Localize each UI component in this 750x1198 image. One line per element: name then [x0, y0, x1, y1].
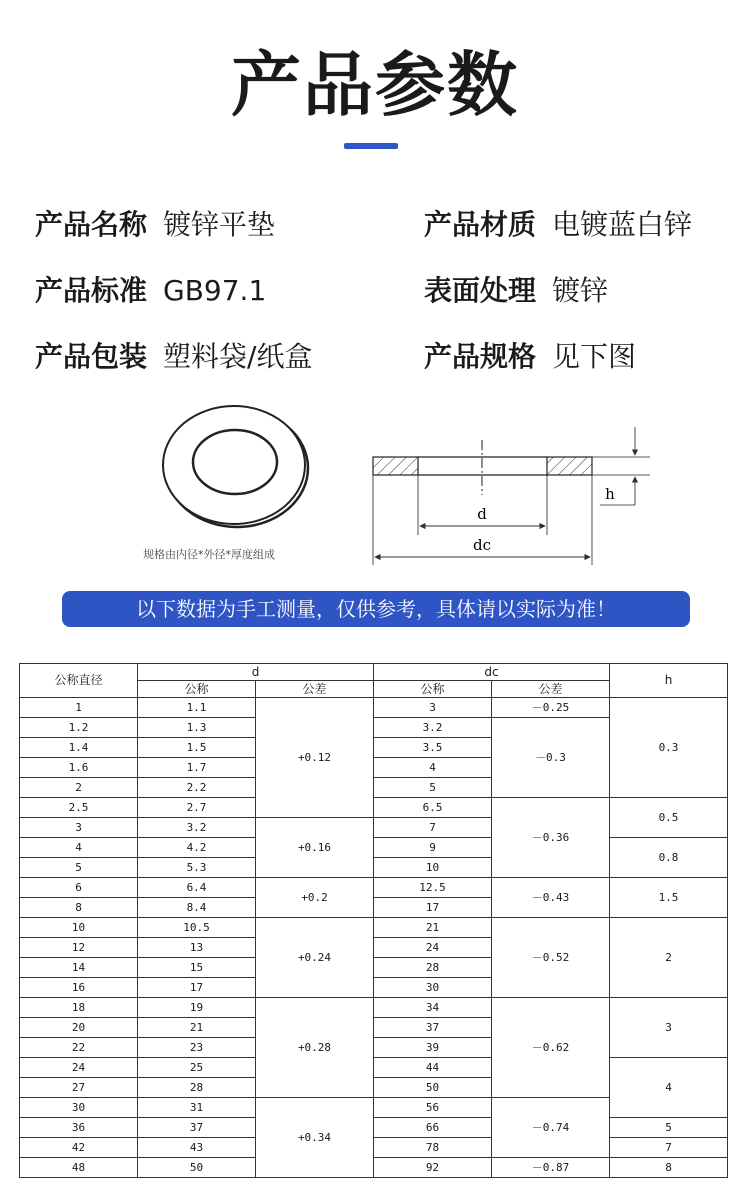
header-dc-tolerance: 公差 — [492, 681, 610, 698]
washer-section-view — [373, 427, 650, 565]
spec-package-key: 产品包装 — [35, 340, 148, 373]
cell-dc-nominal: 5 — [374, 778, 492, 798]
cell-dc-nominal: 12.5 — [374, 878, 492, 898]
cell-d-nominal: 28 — [138, 1078, 256, 1098]
cell-d-nominal: 6.4 — [138, 878, 256, 898]
cell-d-tolerance: +0.24 — [256, 918, 374, 998]
cell-nominal: 1.6 — [20, 758, 138, 778]
title-underline — [344, 143, 398, 149]
cell-dc-nominal: 92 — [374, 1158, 492, 1178]
cell-nominal: 2.5 — [20, 798, 138, 818]
cell-nominal: 10 — [20, 918, 138, 938]
cell-nominal: 2 — [20, 778, 138, 798]
table-row — [20, 1158, 728, 1178]
cell-dc-nominal: 28 — [374, 958, 492, 978]
cell-dc-nominal: 4 — [374, 758, 492, 778]
cell-dc-nominal: 37 — [374, 1018, 492, 1038]
cell-d-nominal: 50 — [138, 1158, 256, 1178]
cell-d-nominal: 25 — [138, 1058, 256, 1078]
table-header-row — [20, 664, 728, 681]
cell-dc-nominal: 21 — [374, 918, 492, 938]
cell-d-nominal: 1.1 — [138, 698, 256, 718]
label-d: d — [477, 505, 487, 523]
cell-dc-nominal: 44 — [374, 1058, 492, 1078]
spec-name-key: 产品名称 — [35, 208, 148, 241]
spec-surface — [424, 271, 608, 311]
spec-package — [35, 337, 312, 377]
label-dc: dc — [472, 536, 492, 554]
cell-nominal: 1.2 — [20, 718, 138, 738]
cell-dc-nominal: 3.5 — [374, 738, 492, 758]
cell-d-tolerance: +0.2 — [256, 878, 374, 918]
cell-dc-nominal: 34 — [374, 998, 492, 1018]
spec-standard — [35, 271, 266, 311]
disclaimer-banner: 以下数据为手工测量，仅供参考，具体请以实际为准！ — [62, 591, 690, 627]
spec-name — [35, 205, 275, 245]
spec-surface-value: 镀锌 — [552, 274, 609, 307]
cell-h: 0.3 — [610, 698, 728, 798]
cell-d-nominal: 1.5 — [138, 738, 256, 758]
spec-size — [424, 337, 636, 377]
cell-d-nominal: 19 — [138, 998, 256, 1018]
header-dc: dc — [374, 664, 610, 681]
cell-dc-tolerance: －0.87 — [492, 1158, 610, 1178]
cell-h: 4 — [610, 1058, 728, 1118]
cell-dc-nominal: 7 — [374, 818, 492, 838]
spec-standard-value: GB97.1 — [163, 274, 267, 307]
cell-dc-nominal: 50 — [374, 1078, 492, 1098]
spec-table — [19, 663, 728, 1178]
cell-nominal: 20 — [20, 1018, 138, 1038]
cell-nominal: 42 — [20, 1138, 138, 1158]
illustration-caption: 规格由内径*外径*厚度组成 — [143, 548, 275, 561]
cell-dc-tolerance: －0.43 — [492, 878, 610, 918]
table-row — [20, 698, 728, 718]
cell-d-nominal: 3.2 — [138, 818, 256, 838]
table-row — [20, 1058, 728, 1078]
cell-nominal: 30 — [20, 1098, 138, 1118]
cell-nominal: 5 — [20, 858, 138, 878]
spec-size-value: 见下图 — [552, 340, 637, 373]
spec-size-key: 产品规格 — [424, 340, 537, 373]
cell-dc-nominal: 78 — [374, 1138, 492, 1158]
cell-nominal: 27 — [20, 1078, 138, 1098]
cell-nominal: 3 — [20, 818, 138, 838]
cell-d-nominal: 2.7 — [138, 798, 256, 818]
cell-h: 8 — [610, 1158, 728, 1178]
cell-dc-nominal: 30 — [374, 978, 492, 998]
table-row — [20, 1118, 728, 1138]
cell-dc-tolerance: －0.36 — [492, 798, 610, 878]
cell-d-tolerance: +0.12 — [256, 698, 374, 818]
cell-h: 2 — [610, 918, 728, 998]
table-row — [20, 798, 728, 818]
cell-nominal: 16 — [20, 978, 138, 998]
spec-name-value: 镀锌平垫 — [163, 208, 276, 241]
spec-material-value: 电镀蓝白锌 — [552, 208, 693, 241]
cell-nominal: 22 — [20, 1038, 138, 1058]
cell-d-nominal: 43 — [138, 1138, 256, 1158]
table-row — [20, 998, 728, 1018]
cell-dc-tolerance: －0.52 — [492, 918, 610, 998]
cell-h: 1.5 — [610, 878, 728, 918]
cell-dc-tolerance: －0.62 — [492, 998, 610, 1098]
cell-d-nominal: 4.2 — [138, 838, 256, 858]
cell-dc-tolerance: －0.74 — [492, 1098, 610, 1158]
cell-nominal: 1 — [20, 698, 138, 718]
cell-d-nominal: 8.4 — [138, 898, 256, 918]
cell-nominal: 8 — [20, 898, 138, 918]
cell-d-nominal: 21 — [138, 1018, 256, 1038]
cell-nominal: 14 — [20, 958, 138, 978]
cell-dc-nominal: 3 — [374, 698, 492, 718]
cell-dc-nominal: 56 — [374, 1098, 492, 1118]
header-h: h — [610, 664, 728, 698]
header-nominal: 公称直径 — [20, 664, 138, 698]
cell-dc-nominal: 3.2 — [374, 718, 492, 738]
cell-h: 3 — [610, 998, 728, 1058]
cell-d-tolerance: +0.34 — [256, 1098, 374, 1178]
table-row — [20, 918, 728, 938]
cell-d-nominal: 1.3 — [138, 718, 256, 738]
spec-package-value: 塑料袋/纸盒 — [163, 340, 313, 373]
cell-nominal: 24 — [20, 1058, 138, 1078]
header-d-nominal: 公称 — [138, 681, 256, 698]
cell-nominal: 48 — [20, 1158, 138, 1178]
cell-dc-nominal: 66 — [374, 1118, 492, 1138]
cell-dc-nominal: 24 — [374, 938, 492, 958]
cell-h: 0.8 — [610, 838, 728, 878]
cell-d-nominal: 13 — [138, 938, 256, 958]
cell-dc-nominal: 17 — [374, 898, 492, 918]
cell-h: 0.5 — [610, 798, 728, 838]
cell-d-tolerance: +0.28 — [256, 998, 374, 1098]
page-title: 产品参数 — [231, 44, 519, 126]
cell-d-tolerance: +0.16 — [256, 818, 374, 878]
cell-dc-tolerance: －0.25 — [492, 698, 610, 718]
spec-material — [424, 205, 692, 245]
table-row — [20, 838, 728, 858]
cell-dc-nominal: 39 — [374, 1038, 492, 1058]
spec-material-key: 产品材质 — [424, 208, 537, 241]
cell-dc-nominal: 10 — [374, 858, 492, 878]
header-d: d — [138, 664, 374, 681]
cell-dc-nominal: 6.5 — [374, 798, 492, 818]
cell-dc-nominal: 9 — [374, 838, 492, 858]
header-d-tolerance: 公差 — [256, 681, 374, 698]
cell-d-nominal: 5.3 — [138, 858, 256, 878]
cell-nominal: 18 — [20, 998, 138, 1018]
spec-standard-key: 产品标准 — [35, 274, 148, 307]
cell-nominal: 6 — [20, 878, 138, 898]
table-row — [20, 1138, 728, 1158]
cell-d-nominal: 23 — [138, 1038, 256, 1058]
cell-d-nominal: 10.5 — [138, 918, 256, 938]
header-dc-nominal: 公称 — [374, 681, 492, 698]
cell-nominal: 1.4 — [20, 738, 138, 758]
cell-dc-tolerance: －0.3 — [492, 718, 610, 798]
cell-d-nominal: 17 — [138, 978, 256, 998]
cell-d-nominal: 2.2 — [138, 778, 256, 798]
cell-d-nominal: 37 — [138, 1118, 256, 1138]
cell-nominal: 4 — [20, 838, 138, 858]
cell-nominal: 36 — [20, 1118, 138, 1138]
cell-d-nominal: 31 — [138, 1098, 256, 1118]
cell-nominal: 12 — [20, 938, 138, 958]
cell-h: 7 — [610, 1138, 728, 1158]
cell-d-nominal: 15 — [138, 958, 256, 978]
table-row — [20, 878, 728, 898]
cell-h: 5 — [610, 1118, 728, 1138]
spec-surface-key: 表面处理 — [424, 274, 537, 307]
cell-d-nominal: 1.7 — [138, 758, 256, 778]
label-h: h — [605, 485, 615, 503]
washer-3d-view — [163, 406, 308, 527]
